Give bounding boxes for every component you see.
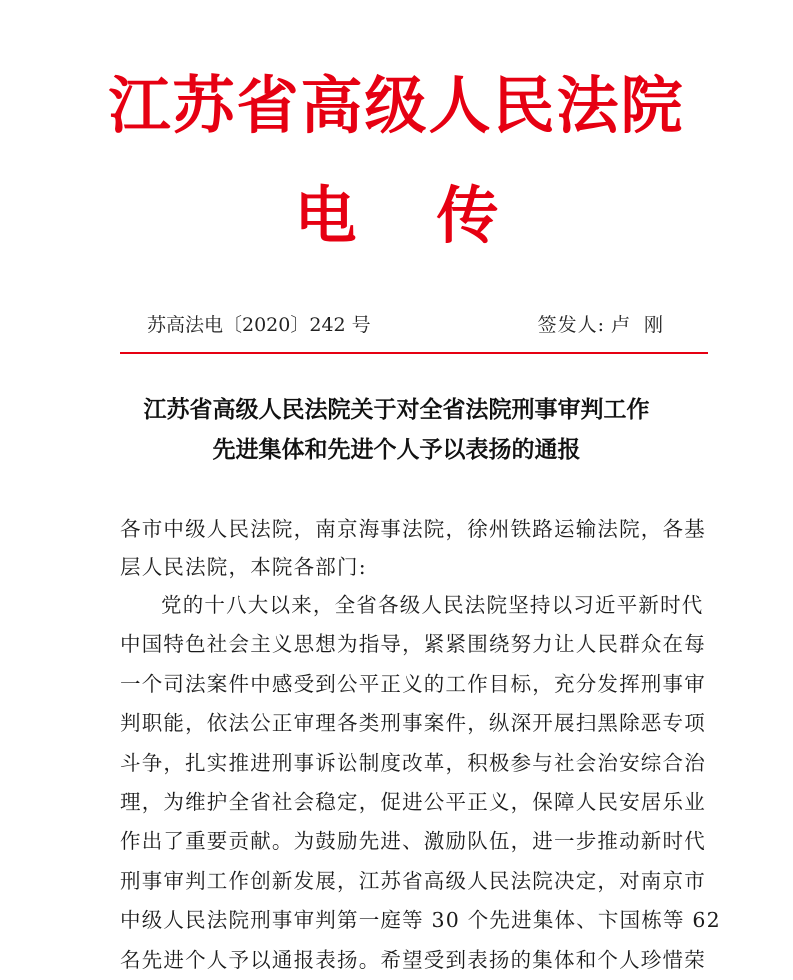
notice-title-line-2: 先进集体和先进个人予以表扬的通报 — [212, 436, 581, 463]
body-line: 作出了重要贡献。为鼓励先进、激励队伍，进一步推动新时代 — [120, 829, 706, 854]
body-line: 中国特色社会主义思想为指导，紧紧围绕努力让人民群众在每 — [120, 632, 706, 657]
red-divider-line — [120, 352, 708, 354]
signer-name: 卢刚 — [610, 314, 677, 336]
notice-title-line-1: 江苏省高级人民法院关于对全省法院刑事审判工作 — [143, 396, 650, 423]
court-name-heading: 江苏省高级人民法院 — [108, 69, 685, 142]
addressee-block — [120, 510, 706, 586]
doc-type-heading: 电传 — [294, 179, 579, 252]
addressee-line: 层人民法院，本院各部门: — [120, 555, 367, 579]
body-line: 中级人民法院刑事审判第一庭等 30 个先进集体、卞国栋等 62 — [120, 908, 721, 933]
signer-label: 签发人: — [537, 314, 605, 336]
body-paragraph — [120, 586, 721, 980]
document-number: 苏高法电〔2020〕242 号 — [147, 314, 371, 336]
body-line: 斗争，扎实推进刑事诉讼制度改革，积极参与社会治安综合治 — [120, 750, 706, 775]
addressee-line: 各市中级人民法院，南京海事法院，徐州铁路运输法院，各基 — [120, 517, 706, 541]
body-line: 党的十八大以来，全省各级人民法院坚持以习近平新时代 — [161, 593, 704, 617]
body-line: 一个司法案件中感受到公平正义的工作目标，充分发挥刑事审 — [120, 671, 706, 696]
body-line: 刑事审判工作创新发展，江苏省高级人民法院决定，对南京市 — [120, 868, 706, 893]
body-line: 名先进个人予以通报表扬。希望受到表扬的集体和个人珍惜荣 — [120, 947, 706, 972]
notice-title — [0, 390, 793, 470]
body-line: 理，为维护全省社会稳定，促进公平正义，保障人民安居乐业 — [120, 790, 706, 815]
body-line: 判职能，依法公正审理各类刑事案件，纵深开展扫黑除恶专项 — [120, 711, 706, 736]
signer-block — [538, 310, 677, 340]
